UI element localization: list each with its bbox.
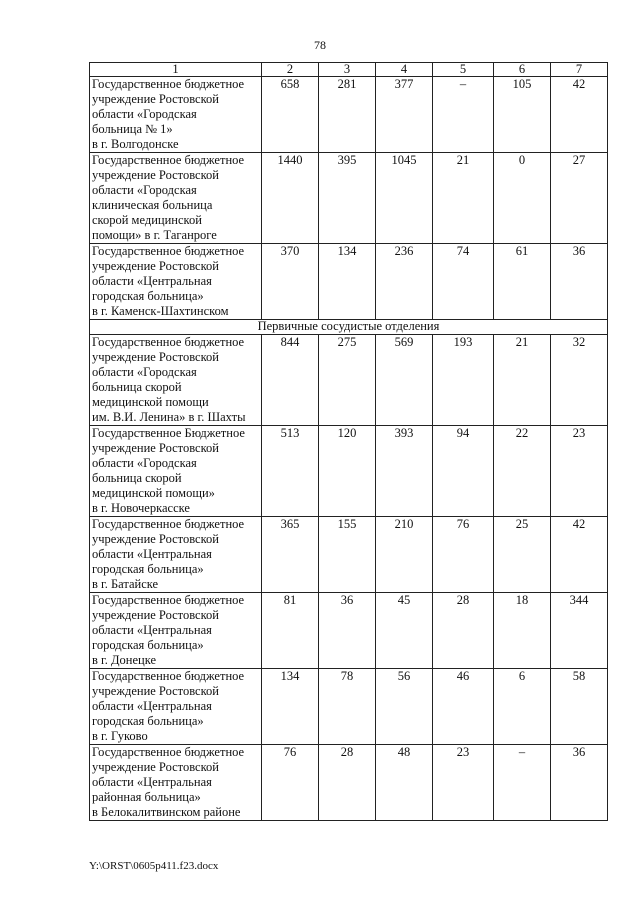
institution-name-line: области «Центральная — [92, 547, 212, 561]
value-cell: 45 — [376, 593, 433, 669]
value-cell: 23 — [551, 426, 608, 517]
institution-name-line: больница № 1» — [92, 122, 173, 136]
value-cell: 134 — [319, 244, 376, 320]
institution-name-line: скорой медицинской — [92, 213, 202, 227]
institution-name-cell — [90, 77, 262, 153]
value-cell: 81 — [262, 593, 319, 669]
value-cell: 1045 — [376, 153, 433, 244]
institution-name-line: Государственное бюджетное — [92, 335, 245, 349]
institution-name-line: Государственное бюджетное — [92, 153, 245, 167]
institution-name-line: области «Центральная — [92, 775, 212, 789]
value-cell: 569 — [376, 335, 433, 426]
column-header: 6 — [494, 63, 551, 77]
file-path-footer: Y:\ORST\0605p411.f23.docx — [89, 860, 219, 872]
value-cell: 36 — [551, 244, 608, 320]
value-cell: 23 — [433, 745, 494, 821]
column-header: 3 — [319, 63, 376, 77]
table-row — [90, 745, 608, 821]
institution-name-line: учреждение Ростовской — [92, 92, 219, 106]
table-body — [90, 63, 608, 821]
value-cell: 42 — [551, 77, 608, 153]
institution-name-line: городская больница» — [92, 289, 204, 303]
value-cell: 18 — [494, 593, 551, 669]
institution-name-line: помощи» в г. Таганроге — [92, 228, 217, 242]
table-row — [90, 517, 608, 593]
value-cell: 155 — [319, 517, 376, 593]
column-header: 5 — [433, 63, 494, 77]
value-cell: 76 — [262, 745, 319, 821]
table-row — [90, 153, 608, 244]
table-row — [90, 669, 608, 745]
institution-name-line: районная больница» — [92, 790, 201, 804]
value-cell: 25 — [494, 517, 551, 593]
value-cell: 61 — [494, 244, 551, 320]
institution-name-line: больница скорой — [92, 471, 182, 485]
value-cell: 275 — [319, 335, 376, 426]
value-cell: 844 — [262, 335, 319, 426]
value-cell: 42 — [551, 517, 608, 593]
value-cell: 21 — [494, 335, 551, 426]
institution-name-line: области «Центральная — [92, 274, 212, 288]
institution-name-line: учреждение Ростовской — [92, 259, 219, 273]
value-cell: 0 — [494, 153, 551, 244]
institution-name-cell — [90, 593, 262, 669]
value-cell: 370 — [262, 244, 319, 320]
value-cell: 365 — [262, 517, 319, 593]
institution-name-line: в г. Волгодонске — [92, 137, 179, 151]
institution-name-cell — [90, 669, 262, 745]
column-header: 7 — [551, 63, 608, 77]
value-cell: 658 — [262, 77, 319, 153]
institution-name-line: в г. Каменск-Шахтинском — [92, 304, 229, 318]
value-cell: 76 — [433, 517, 494, 593]
institution-name-cell — [90, 335, 262, 426]
value-cell: 236 — [376, 244, 433, 320]
institution-name-cell — [90, 517, 262, 593]
value-cell: 120 — [319, 426, 376, 517]
table-row — [90, 77, 608, 153]
value-cell: – — [433, 77, 494, 153]
institution-name-line: медицинской помощи» — [92, 486, 215, 500]
value-cell: 395 — [319, 153, 376, 244]
table-row — [90, 335, 608, 426]
value-cell: 27 — [551, 153, 608, 244]
page-number: 78 — [314, 38, 326, 52]
value-cell: 281 — [319, 77, 376, 153]
value-cell: 58 — [551, 669, 608, 745]
value-cell: 105 — [494, 77, 551, 153]
institution-name-line: Государственное бюджетное — [92, 593, 245, 607]
value-cell: 393 — [376, 426, 433, 517]
value-cell: 210 — [376, 517, 433, 593]
institution-name-line: области «Городская — [92, 365, 197, 379]
value-cell: 94 — [433, 426, 494, 517]
institution-name-line: области «Городская — [92, 107, 197, 121]
institution-name-line: в г. Донецке — [92, 653, 157, 667]
table-row — [90, 593, 608, 669]
value-cell: 74 — [433, 244, 494, 320]
institution-name-line: Государственное бюджетное — [92, 77, 245, 91]
institution-name-line: учреждение Ростовской — [92, 532, 219, 546]
value-cell: 48 — [376, 745, 433, 821]
value-cell: 22 — [494, 426, 551, 517]
institution-name-line: учреждение Ростовской — [92, 168, 219, 182]
institution-name-line: Государственное бюджетное — [92, 669, 245, 683]
value-cell: 36 — [551, 745, 608, 821]
section-title: Первичные сосудистые отделения — [90, 320, 608, 335]
institution-name-line: городская больница» — [92, 562, 204, 576]
institution-name-line: учреждение Ростовской — [92, 760, 219, 774]
value-cell: 56 — [376, 669, 433, 745]
institution-name-line: области «Городская — [92, 183, 197, 197]
column-header: 1 — [90, 63, 262, 77]
institution-name-cell — [90, 426, 262, 517]
institution-name-line: учреждение Ростовской — [92, 350, 219, 364]
value-cell: 28 — [319, 745, 376, 821]
column-header: 4 — [376, 63, 433, 77]
institution-name-line: учреждение Ростовской — [92, 684, 219, 698]
institution-name-line: в г. Батайске — [92, 577, 159, 591]
institution-name-cell — [90, 153, 262, 244]
value-cell: 46 — [433, 669, 494, 745]
institution-name-line: клиническая больница — [92, 198, 213, 212]
institution-name-line: учреждение Ростовской — [92, 441, 219, 455]
value-cell: 134 — [262, 669, 319, 745]
value-cell: – — [494, 745, 551, 821]
value-cell: 344 — [551, 593, 608, 669]
institution-name-line: области «Центральная — [92, 699, 212, 713]
value-cell: 193 — [433, 335, 494, 426]
value-cell: 377 — [376, 77, 433, 153]
data-table — [89, 62, 608, 821]
institution-name-line: городская больница» — [92, 638, 204, 652]
column-header: 2 — [262, 63, 319, 77]
institution-name-line: больница скорой — [92, 380, 182, 394]
institution-name-line: им. В.И. Ленина» в г. Шахты — [92, 410, 246, 424]
institution-name-line: в г. Новочеркасске — [92, 501, 190, 515]
value-cell: 78 — [319, 669, 376, 745]
table-row — [90, 244, 608, 320]
institution-name-line: области «Центральная — [92, 623, 212, 637]
value-cell: 32 — [551, 335, 608, 426]
value-cell: 513 — [262, 426, 319, 517]
institution-name-line: Государственное Бюджетное — [92, 426, 245, 440]
institution-name-line: Государственное бюджетное — [92, 244, 245, 258]
institution-name-line: области «Городская — [92, 456, 197, 470]
institution-name-cell — [90, 745, 262, 821]
value-cell: 1440 — [262, 153, 319, 244]
value-cell: 21 — [433, 153, 494, 244]
institution-name-line: в г. Гуково — [92, 729, 148, 743]
value-cell: 28 — [433, 593, 494, 669]
institution-name-line: учреждение Ростовской — [92, 608, 219, 622]
institution-name-line: городская больница» — [92, 714, 204, 728]
table-row — [90, 426, 608, 517]
header-row — [90, 63, 608, 77]
institution-name-line: медицинской помощи — [92, 395, 209, 409]
institution-name-line: Государственное бюджетное — [92, 745, 245, 759]
institution-name-cell — [90, 244, 262, 320]
institution-name-line: Государственное бюджетное — [92, 517, 245, 531]
value-cell: 6 — [494, 669, 551, 745]
section-row — [90, 320, 608, 335]
value-cell: 36 — [319, 593, 376, 669]
institution-name-line: в Белокалитвинском районе — [92, 805, 241, 819]
